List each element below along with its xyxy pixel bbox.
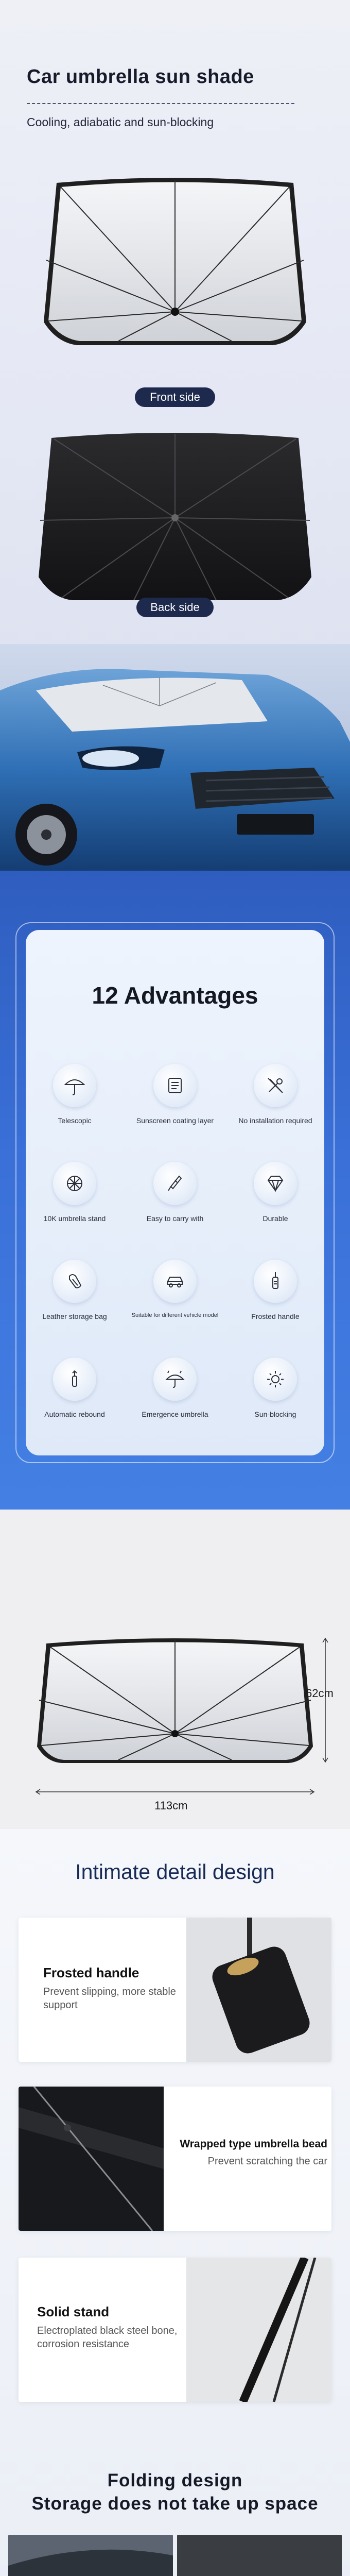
- advantage-label: Sunscreen coating layer: [136, 1116, 214, 1125]
- storage-seat-photo: [177, 2535, 342, 2576]
- hero-section: [0, 0, 350, 871]
- ten-rib-icon: [53, 1162, 96, 1205]
- advantage-item: [126, 1162, 224, 1223]
- front-shade-image: [36, 173, 314, 363]
- bead-photo: [19, 2087, 164, 2231]
- detail-card-body: Prevent slipping, more stable support: [43, 1986, 176, 2011]
- advantage-label: No installation required: [238, 1116, 312, 1125]
- hero-divider: [27, 103, 294, 104]
- advantage-item: [126, 1260, 224, 1318]
- dimensions-section: [0, 1510, 350, 1829]
- advantage-item: [26, 1358, 124, 1418]
- rebound-icon: [53, 1358, 96, 1401]
- advantage-item: [126, 1358, 224, 1418]
- advantage-label: Suitable for different vehicle model: [131, 1312, 219, 1318]
- advantage-item: [226, 1064, 324, 1125]
- car-illustration: [0, 644, 350, 871]
- advantage-item: [226, 1358, 324, 1418]
- detail-card-body: Electroplated black steel bone, corrosion resistance: [37, 2325, 178, 2350]
- advantage-label: Telescopic: [58, 1116, 92, 1125]
- back-side-badge: Back side: [136, 598, 214, 617]
- front-side-badge: Front side: [135, 387, 215, 407]
- car-photo: [0, 644, 350, 871]
- height-label: 62cm: [306, 1687, 334, 1700]
- advantages-title: 12 Advantages: [92, 982, 258, 1009]
- advantage-item: [26, 1162, 124, 1223]
- advantages-card: [26, 930, 324, 1455]
- closed-umbrella-icon: [153, 1162, 197, 1205]
- storage-door-photo: [8, 2535, 173, 2576]
- detail-card-text: [173, 2138, 327, 2168]
- folding-title: Folding design: [107, 2470, 243, 2490]
- dimension-lines: [0, 1510, 350, 1829]
- stand-photo: [186, 2258, 331, 2402]
- handle-photo: [186, 1918, 331, 2062]
- width-label: 113cm: [154, 1799, 188, 1812]
- detail-card-stand: [19, 2258, 331, 2402]
- handle-icon: [254, 1260, 297, 1303]
- advantage-item: [26, 1260, 124, 1320]
- advantage-label: Frosted handle: [251, 1312, 300, 1320]
- advantage-item: [126, 1064, 224, 1125]
- advantage-label: 10K umbrella stand: [43, 1214, 106, 1223]
- no-tools-icon: [254, 1064, 297, 1107]
- detail-card-heading: Frosted handle: [43, 1965, 139, 1980]
- coating-layer-icon: [153, 1064, 197, 1107]
- advantage-label: Durable: [262, 1214, 288, 1223]
- storage-title: Storage does not take up space: [31, 2494, 319, 2514]
- sun-icon: [254, 1358, 297, 1401]
- detail-card-text: [37, 2304, 191, 2351]
- advantage-label: Leather storage bag: [42, 1312, 107, 1320]
- detail-section: [0, 1829, 350, 2576]
- advantage-item: [26, 1064, 124, 1125]
- advantage-label: Automatic rebound: [44, 1410, 105, 1418]
- detail-card-body: Prevent scratching the car: [207, 2156, 327, 2167]
- detail-title: Intimate detail design: [75, 1860, 275, 1884]
- advantage-item: [226, 1260, 324, 1320]
- hero-title: Car umbrella sun shade: [27, 66, 254, 88]
- hero-subtitle: Cooling, adiabatic and sun-blocking: [27, 115, 214, 129]
- rain-umbrella-icon: [153, 1358, 197, 1401]
- back-shade-image: [31, 428, 319, 618]
- advantage-label: Emergence umbrella: [142, 1410, 208, 1418]
- detail-card-handle: [19, 1918, 331, 2062]
- advantage-label: Easy to carry with: [146, 1214, 204, 1223]
- advantage-label: Sun-blocking: [254, 1410, 296, 1418]
- detail-card-bead: [19, 2087, 331, 2231]
- advantages-section: [0, 871, 350, 1510]
- detail-card-text: [43, 1965, 182, 2012]
- advantage-item: [226, 1162, 324, 1223]
- car-icon: [153, 1260, 197, 1303]
- detail-card-heading: Wrapped type umbrella bead: [180, 2138, 327, 2150]
- storage-bag-icon: [53, 1260, 96, 1303]
- diamond-icon: [254, 1162, 297, 1205]
- detail-card-heading: Solid stand: [37, 2304, 110, 2319]
- umbrella-icon: [53, 1064, 96, 1107]
